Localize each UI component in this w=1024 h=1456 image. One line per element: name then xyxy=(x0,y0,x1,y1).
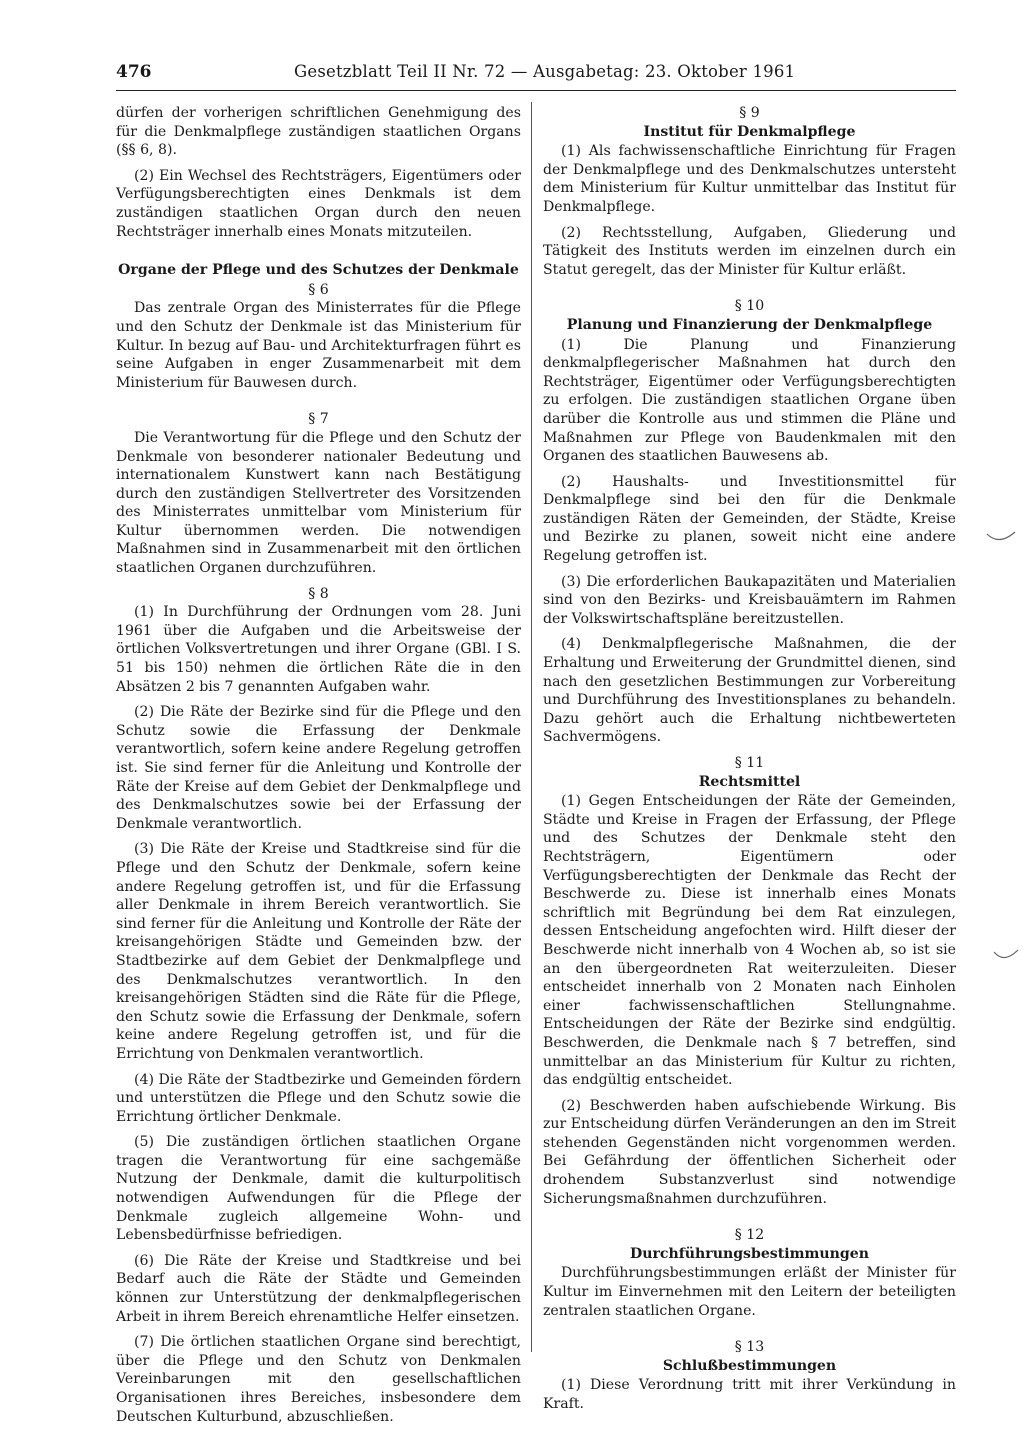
header-rule xyxy=(116,90,956,91)
section-11-para-1: (1) Gegen Entscheidungen der Räte der Gemeinden, Städte und Kreise in Fragen der Erfassung, der Pflege und des Schutzes der Denkmale steht den Rechtsträgern, Eigentümern oder Verfügungsberechtigten der Denkmale das Recht der Beschwerde zu. Diese ist innerhalb eines Monats schriftlich mit Begründung bei dem Rat einzulegen, dessen Entscheidung angefochten wird. Hilft dieser der Beschwerde nicht innerhalb von 4 Wochen ab, so ist sie an den übergeordneten Rat weiterzuleiten. Dieser entscheidet innerhalb von 2 Monaten nach Einholen einer fachwissenschaftlichen Stellungnahme. Entscheidungen der Räte der Bezirke sind endgültig. Beschwerden, die Denkmale nach § 7 betreffen, sind unmittelbar an das Ministerium für Kultur zu richten, das endgültig entscheidet. xyxy=(543,793,956,1089)
section-10-title: Planung und Finanzierung der Denkmalpflege xyxy=(566,316,933,333)
section-12-text: Durchführungsbestimmungen erläßt der Minister für Kultur im Einvernehmen mit den Leitern der beteiligten zentralen staatlichen Organe. xyxy=(543,1265,956,1319)
section-8-para-3: (3) Die Räte der Kreise und Stadtkreise sind für die Pflege und den Schutz der Denkmale, sofern keine andere Regelung getroffen ist, und für die Erfassung aller Denkmale in ihrem Bereich verantwortlich. Sie sind ferner für die Anleitung und Kontrolle der Räte der kreisangehörigen Städte und Gemeinden bzw. der Stadtbezirke auf dem Gebiet der Denkmalpflege und des Denkmalschutzes verantwortlich. In den kreisangehörigen Städten sind die Räte für die Pflege, den Schutz sowie die Erfassung der Denkmale, sofern keine andere Regelung getroffen ist, und für die Errichtung von Denkmalen verantwortlich. xyxy=(116,841,521,1062)
section-9-number: § 9 xyxy=(739,105,760,121)
section-8-para-1: (1) In Durchführung der Ordnungen vom 28. Juni 1961 über die Aufgaben und die Arbeitsweise der örtlichen Volksvertretungen und ihrer Organe (GBl. I S. 51 bis 150) nehmen die örtlichen Räte die in den Absätzen 2 bis 7 genannten Aufgaben wahr. xyxy=(116,604,521,695)
section-12-title: Durchführungsbestimmungen xyxy=(630,1245,869,1262)
section-10-number: § 10 xyxy=(734,298,765,315)
section-13-number: § 13 xyxy=(734,1339,765,1356)
column-divider xyxy=(531,102,532,1352)
section-13-title: Schlußbestimmungen xyxy=(662,1357,837,1374)
paragraph-2: (2) Ein Wechsel des Rechtsträgers, Eigentümers oder Verfügungsberechtigten eines Denkmals ist dem zuständigen staatlichen Organ durch den neuen Rechtsträger innerhalb eines Monats mitzuteilen. xyxy=(116,167,521,240)
margin-scan-mark xyxy=(985,528,1017,548)
section-7-number: § 7 xyxy=(308,411,329,428)
section-8-para-2: (2) Die Räte der Bezirke sind für die Pflege und den Schutz sowie die Erfassung der Denkmale verantwortlich, sofern keine andere Regelung getroffen ist. Sie sind ferner für die Anleitung und Kontrolle der Räte der Kreise auf dem Gebiet der Denkmalpflege und des Denkmalschutzes sowie bei der Erfassung der Denkmale verantwortlich. xyxy=(116,704,521,832)
section-6-number: § 6 xyxy=(308,281,329,298)
section-heading-organe: Organe der Pflege und des Schutzes der Denkmale xyxy=(118,262,519,279)
section-12-number: § 12 xyxy=(734,1227,765,1244)
left-column xyxy=(116,104,521,1433)
section-9-title: Institut für Denkmalpflege xyxy=(643,123,856,140)
section-9-para-1: (1) Als fachwissenschaftliche Einrichtung für Fragen der Denkmalpflege und des Denkmalschutzes untersteht dem Ministerium für Kultur unmittelbar das Institut für Denkmalpflege. xyxy=(543,143,956,215)
page-number: 476 xyxy=(116,62,152,82)
right-column xyxy=(543,104,956,1421)
section-8-number: § 8 xyxy=(308,585,329,602)
section-8-para-4: (4) Die Räte der Stadtbezirke und Gemeinden fördern und unterstützen die Pflege und den Schutz sowie die Errichtung örtlicher Denkmale. xyxy=(116,1071,521,1125)
section-10-para-4: (4) Denkmalpflegerische Maßnahmen, die der Erhaltung und Erweiterung der Grundmittel dienen, sind nach den gesetzlichen Bestimmungen zur Vorbereitung und Durchführung des Investitionsplanes zu behandeln. Dazu gehört auch die Erhaltung nichtbewerteten Sachvermögens. xyxy=(543,636,956,746)
section-8-para-5: (5) Die zuständigen örtlichen staatlichen Organe tragen die Verantwortung für eine sachgemäße Nutzung der Denkmale, damit die kulturpolitisch notwendigen Aufwendungen für die Pflege der Denkmale zugleich allgemeine Wohn- und Lebensbedürfnisse befriedigen. xyxy=(116,1134,521,1244)
section-11-number: § 11 xyxy=(734,755,765,771)
section-13-para-1: (1) Diese Verordnung tritt mit ihrer Verkündung in Kraft. xyxy=(543,1377,956,1412)
margin-scan-mark xyxy=(992,948,1020,966)
page-header xyxy=(116,62,956,88)
section-6-text: Das zentrale Organ des Ministerrates für die Pflege und den Schutz der Denkmale ist das Ministerium für Kultur. In bezug auf Bau- und Architekturfragen führt es seine Aufgaben in enger Zusammenarbeit mit dem Ministerium für Bauwesen durch. xyxy=(116,300,521,391)
section-11-para-2: (2) Beschwerden haben aufschiebende Wirkung. Bis zur Entscheidung dürfen Veränderungen an den im Streit stehenden Gegenständen nicht vorgenommen werden. Bei Gefährdung der öffentlichen Sicherheit oder drohendem Substanzverlust sind notwendige Sicherungsmaßnahmen durchzuführen. xyxy=(543,1097,956,1207)
section-10-para-2: (2) Haushalts- und Investitionsmittel für Denkmalpflege sind bei den für die Denkmale zuständigen Räten der Gemeinden, der Städte, Kreise und Bezirke zu planen, soweit nicht eine andere Regelung getroffen ist. xyxy=(543,473,956,565)
section-11-title: Rechtsmittel xyxy=(698,773,801,790)
section-10-para-3: (3) Die erforderlichen Baukapazitäten und Materialien sind von den Bezirks- und Kreisbauämtern im Rahmen der Volkswirtschaftspläne bereitzustellen. xyxy=(543,573,956,627)
section-10-para-1: (1) Die Planung und Finanzierung denkmalpflegerischer Maßnahmen hat durch den Rechtsträger, Eigentümer oder Verfügungsberechtigten zu erfolgen. Die zuständigen staatlichen Organe üben darüber die Kontrolle aus und stimmen die Pläne und Maßnahmen zur Pflege von Baudenkmalen mit den Organen des staatlichen Bauwesens ab. xyxy=(543,336,956,465)
section-8-para-7: (7) Die örtlichen staatlichen Organe sind berechtigt, über die Pflege und den Schutz von Denkmalen Vereinbarungen mit den gesellschaftlichen Organisationen ihres Bereiches, insbesondere dem Deutschen Kulturbund, abzuschließen. xyxy=(116,1334,521,1425)
paragraph-continued: dürfen der vorherigen schriftlichen Genehmigung des für die Denkmalpflege zuständigen staatlichen Organs (§§ 6, 8). xyxy=(116,105,521,159)
section-8-para-6: (6) Die Räte der Kreise und Stadtkreise und bei Bedarf auch die Räte der Städte und Gemeinden können zur Unterstützung der denkmalpflegerischen Arbeit in ihrem Bereich ehrenamtliche Helfer einsetzen. xyxy=(116,1252,521,1325)
issue-line: Gesetzblatt Teil II Nr. 72 — Ausgabetag: 23. Oktober 1961 xyxy=(294,62,796,81)
section-9-para-2: (2) Rechtsstellung, Aufgaben, Gliederung und Tätigkeit des Instituts werden im einzelnen durch ein Statut geregelt, das der Minister für Kultur erläßt. xyxy=(543,224,956,278)
section-7-text: Die Verantwortung für die Pflege und den Schutz der Denkmale von besonderer nationaler Bedeutung und internationalem Kunstwert kann nach Bestätigung durch den zuständigen Stellvertreter des Vorsitzenden des Ministerrates unmittelbar vom Ministerium für Kultur übernommen werden. Die notwendigen Maßnahmen sind in Zusammenarbeit mit den örtlichen staatlichen Organen durchzuführen. xyxy=(116,429,521,577)
